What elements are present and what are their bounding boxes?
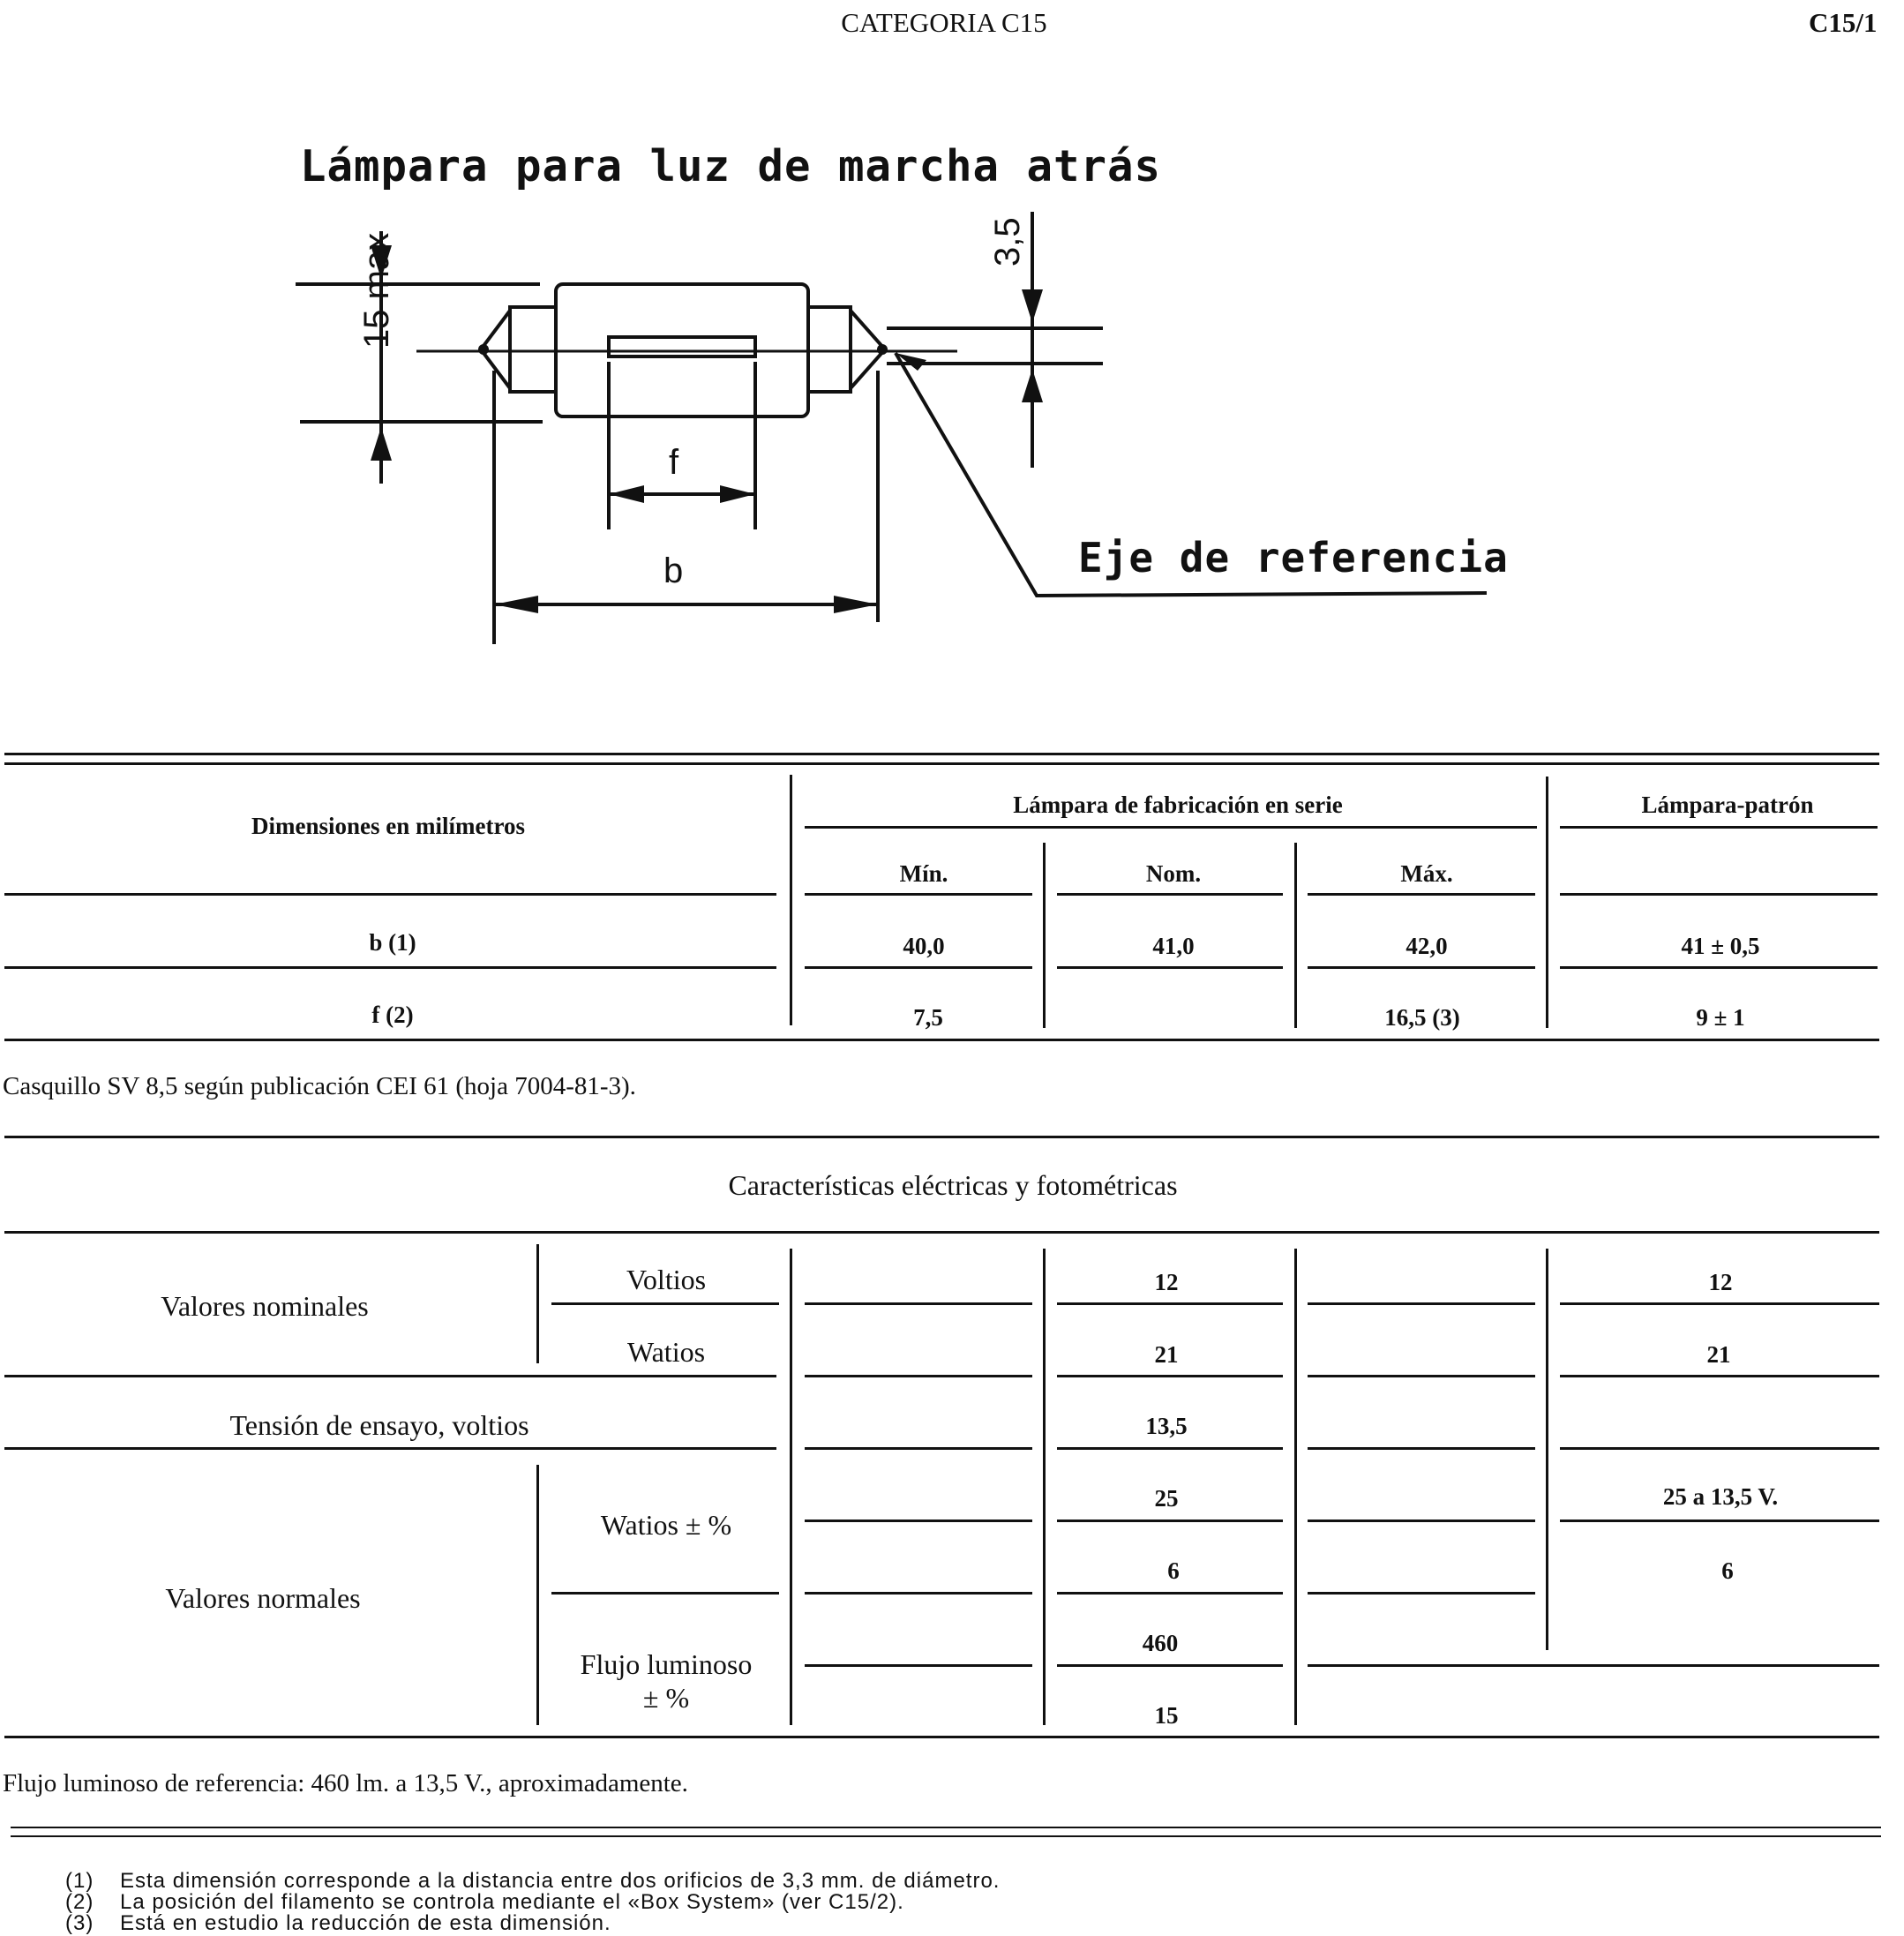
row-b-nom: 41,0 (1152, 933, 1195, 959)
filament-dimension-label: f (669, 443, 679, 482)
watios-pct-label: Watios ± % (600, 1509, 732, 1541)
row-b-max: 42,0 (1406, 933, 1448, 959)
dimensions-header: Dimensiones en milímetros (251, 813, 525, 839)
nom-voltios: 12 (1154, 1269, 1179, 1295)
max-column-header: Máx. (1400, 860, 1453, 887)
category-header: CATEGORIA C15 (841, 7, 1047, 38)
flujo-pct-label: ± % (642, 1682, 690, 1714)
flujo-label: Flujo luminoso (580, 1648, 753, 1680)
nom-flujo: 460 (1142, 1630, 1179, 1656)
lamp-drawing (0, 0, 1904, 671)
drawing-title: Lámpara para luz de marcha atrás (300, 141, 1162, 191)
valores-normales-label: Valores normales (165, 1582, 361, 1614)
series-header: Lámpara de fabricación en serie (1013, 792, 1343, 818)
min-column-header: Mín. (899, 860, 948, 887)
voltios-label: Voltios (626, 1264, 707, 1295)
reference-axis-label: Eje de referencia (1078, 534, 1509, 582)
nom-flujo-pct: 15 (1154, 1702, 1179, 1729)
lamp-left-cap (510, 307, 556, 392)
nom-watios: 21 (1154, 1341, 1179, 1368)
standard-lamp-header: Lámpara-patrón (1641, 792, 1814, 818)
std-watios-pct: 6 (1721, 1557, 1734, 1584)
tension-ensayo-label: Tensión de ensayo, voltios (229, 1409, 529, 1441)
row-f-label: f (2) (371, 1002, 414, 1028)
nom-column-header: Nom. (1145, 860, 1202, 887)
nom-tension-ensayo: 13,5 (1145, 1413, 1188, 1439)
nom-watios-pct: 6 (1167, 1557, 1180, 1584)
valores-nominales-label: Valores nominales (161, 1290, 369, 1322)
footnote-2: (2) La posición del filamento se controla mediante el «Box System» (ver C15/2). (65, 1890, 904, 1914)
std-voltios: 12 (1708, 1269, 1733, 1295)
row-b-label: b (1) (369, 929, 416, 956)
offset-dimension-label: 3,5 (988, 217, 1027, 266)
length-dimension-label: b (663, 552, 684, 590)
std-watios: 21 (1706, 1341, 1731, 1368)
footnote-1: (1) Esta dimensión corresponde a la distancia entre dos orificios de 3,3 mm. de diámetro. (65, 1869, 1001, 1893)
row-f-standard: 9 ± 1 (1696, 1004, 1745, 1031)
row-f-min: 7,5 (913, 1004, 943, 1031)
row-f-max: 16,5 (3) (1384, 1004, 1460, 1031)
row-b-standard: 41 ± 0,5 (1681, 933, 1760, 959)
nom-watios-normal: 25 (1154, 1485, 1179, 1512)
footnote-3: (3) Está en estudio la reducción de esta dimensión. (65, 1911, 611, 1935)
cap-note: Casquillo SV 8,5 según publicación CEI 61 (hoja 7004-81-3). (3, 1072, 636, 1100)
row-b-min: 40,0 (903, 933, 945, 959)
height-dimension-label: 15 max (357, 232, 396, 349)
std-watios-normal: 25 a 13,5 V. (1662, 1483, 1779, 1510)
electrical-title: Características eléctricas y fotométricas (728, 1169, 1178, 1201)
lamp-filament (609, 337, 755, 356)
sheet-number: C15/1 (1809, 7, 1878, 38)
lamp-right-cap (808, 307, 851, 392)
flux-reference-note: Flujo luminoso de referencia: 460 lm. a 13,5 V., aproximadamente. (3, 1769, 688, 1797)
watios-label: Watios (626, 1336, 706, 1368)
